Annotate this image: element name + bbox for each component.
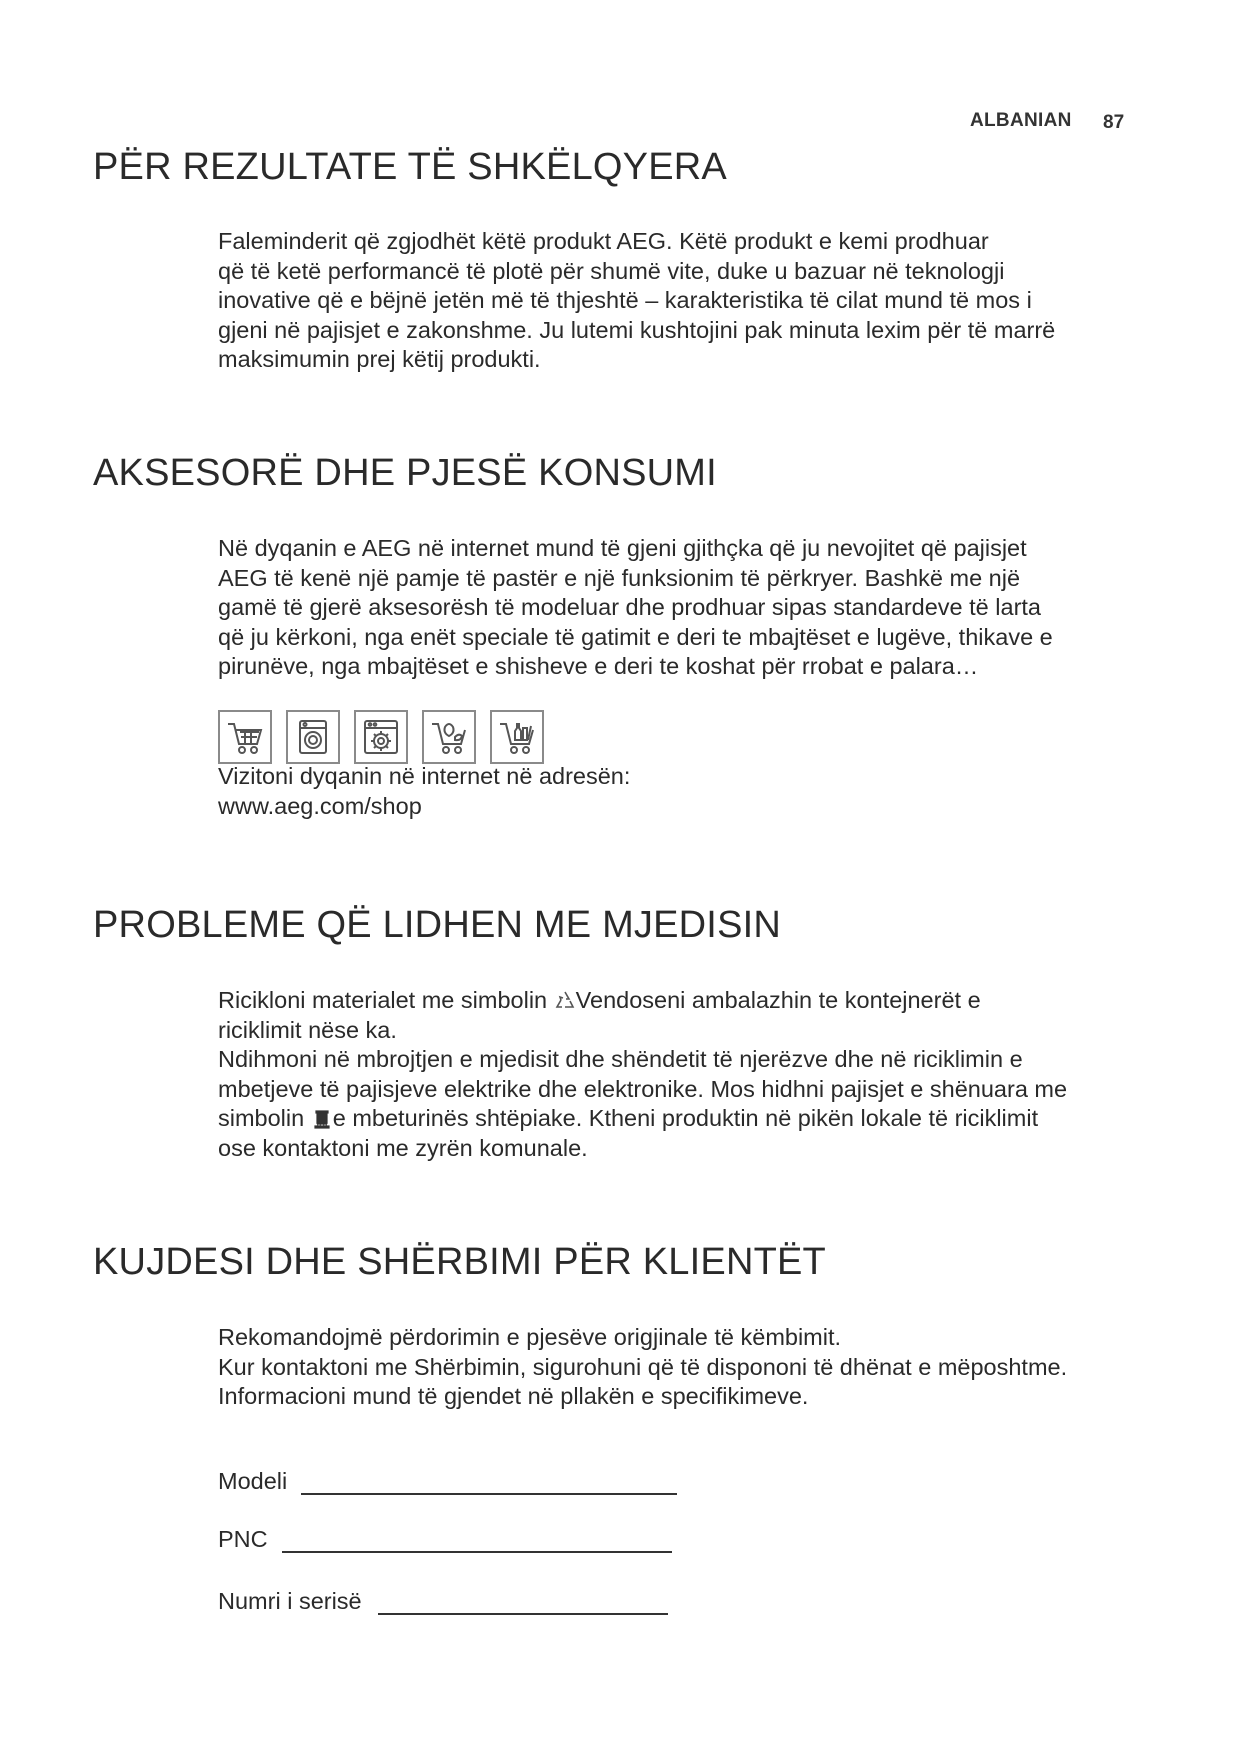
customer-care-paragraph <box>218 1323 1138 1412</box>
pnc-field-line <box>282 1529 672 1553</box>
section-title-excellent-results: PËR REZULTATE TË SHKËLQYERA <box>93 146 727 188</box>
intro-paragraph <box>218 227 1138 375</box>
text-line <box>218 1104 1138 1134</box>
model-field <box>218 1468 677 1495</box>
pnc-field-label: PNC <box>218 1526 268 1552</box>
serial-number-field-line <box>378 1591 668 1615</box>
text-line: AEG të kenë një pamje të pastër e një funksionim të përkryer. Bashkë me një <box>218 564 1021 591</box>
model-field-label: Modeli <box>218 1468 288 1494</box>
shop-url-link[interactable]: www.aeg.com/shop <box>218 792 422 819</box>
cart-accessories-icon <box>422 710 476 764</box>
text-line: që të ketë performancë të plotë për shumë vite, duke u bazuar në teknologji <box>218 257 1005 284</box>
shop-icons-row <box>218 710 544 764</box>
header-language: ALBANIAN <box>970 110 1072 131</box>
text-fragment: e mbeturinës shtëpiake. Ktheni produktin në pikën lokale të riciklimit <box>332 1105 1039 1131</box>
recycling-symbol-icon <box>554 989 576 1011</box>
text-line: inovative që e bëjnë jetën më të thjeshtë – karakteristika të cilat mund të mos i <box>218 287 1032 313</box>
text-line: maksimumin prej këtij produkti. <box>218 346 541 372</box>
text-line: Në dyqanin e AEG në internet mund të gjeni gjithçka që ju nevojitet që pajisjet <box>218 535 1027 561</box>
section-title-customer-care: KUJDESI DHE SHËRBIMI PËR KLIENTËT <box>93 1241 826 1283</box>
oven-settings-icon <box>354 710 408 764</box>
text-line: ose kontaktoni me zyrën komunale. <box>218 1134 588 1161</box>
text-fragment: simbolin <box>218 1105 311 1131</box>
shop-visit-text <box>218 762 1138 821</box>
text-line: Informacioni mund të gjendet në pllakën e specifikimeve. <box>218 1383 809 1409</box>
text-line: mbetjeve të pajisjeve elektrike dhe elektronike. Mos hidhni pajisjet e shënuara me <box>218 1075 1068 1102</box>
cart-bottles-icon <box>490 710 544 764</box>
shop-visit-label: Vizitoni dyqanin në internet në adresën: <box>218 763 631 789</box>
pnc-field <box>218 1526 672 1553</box>
shopping-cart-icon <box>218 710 272 764</box>
serial-number-field <box>218 1588 668 1615</box>
text-line: Ndihmoni në mbrojtjen e mjedisit dhe shëndetit të njerëzve dhe në riciklimin e <box>218 1046 1023 1072</box>
text-line: që ju kërkoni, nga enët speciale të gatimit e deri te mbajtëset e lugëve, thikave e <box>218 623 1053 650</box>
text-line: riciklimit nëse ka. <box>218 1016 397 1043</box>
text-line: pirunëve, nga mbajtëset e shisheve e deri te koshat për rrobat e palara… <box>218 653 979 679</box>
text-fragment: Ricikloni materialet me simbolin <box>218 987 554 1013</box>
section-title-environment: PROBLEME QË LIDHEN ME MJEDISIN <box>93 904 782 946</box>
text-line: Faleminderit që zgjodhët këtë produkt AEG. Këtë produkt e kemi prodhuar <box>218 228 989 254</box>
text-fragment: Vendoseni ambalazhin te kontejnerët e <box>575 987 981 1013</box>
environment-paragraph <box>218 986 1138 1163</box>
text-line: Kur kontaktoni me Shërbimin, sigurohuni që të dispononi të dhënat e mëposhtme. <box>218 1353 1068 1380</box>
text-line <box>218 986 1138 1016</box>
washing-machine-icon <box>286 710 340 764</box>
text-line: Rekomandojmë përdorimin e pjesëve origjinale të këmbimit. <box>218 1324 842 1350</box>
text-line: gamë të gjerë aksesorësh të modeluar dhe prodhuar sipas standardeve të larta <box>218 594 1041 620</box>
serial-number-field-label: Numri i serisë <box>218 1588 362 1614</box>
accessories-paragraph <box>218 534 1138 682</box>
crossed-bin-icon <box>311 1107 333 1129</box>
page-number: 87 <box>1103 112 1125 133</box>
text-line: gjeni në pajisjet e zakonshme. Ju lutemi kushtojini pak minuta lexim për të marrë <box>218 316 1056 343</box>
model-field-line <box>301 1471 677 1495</box>
section-title-accessories: AKSESORË DHE PJESË KONSUMI <box>93 452 717 494</box>
